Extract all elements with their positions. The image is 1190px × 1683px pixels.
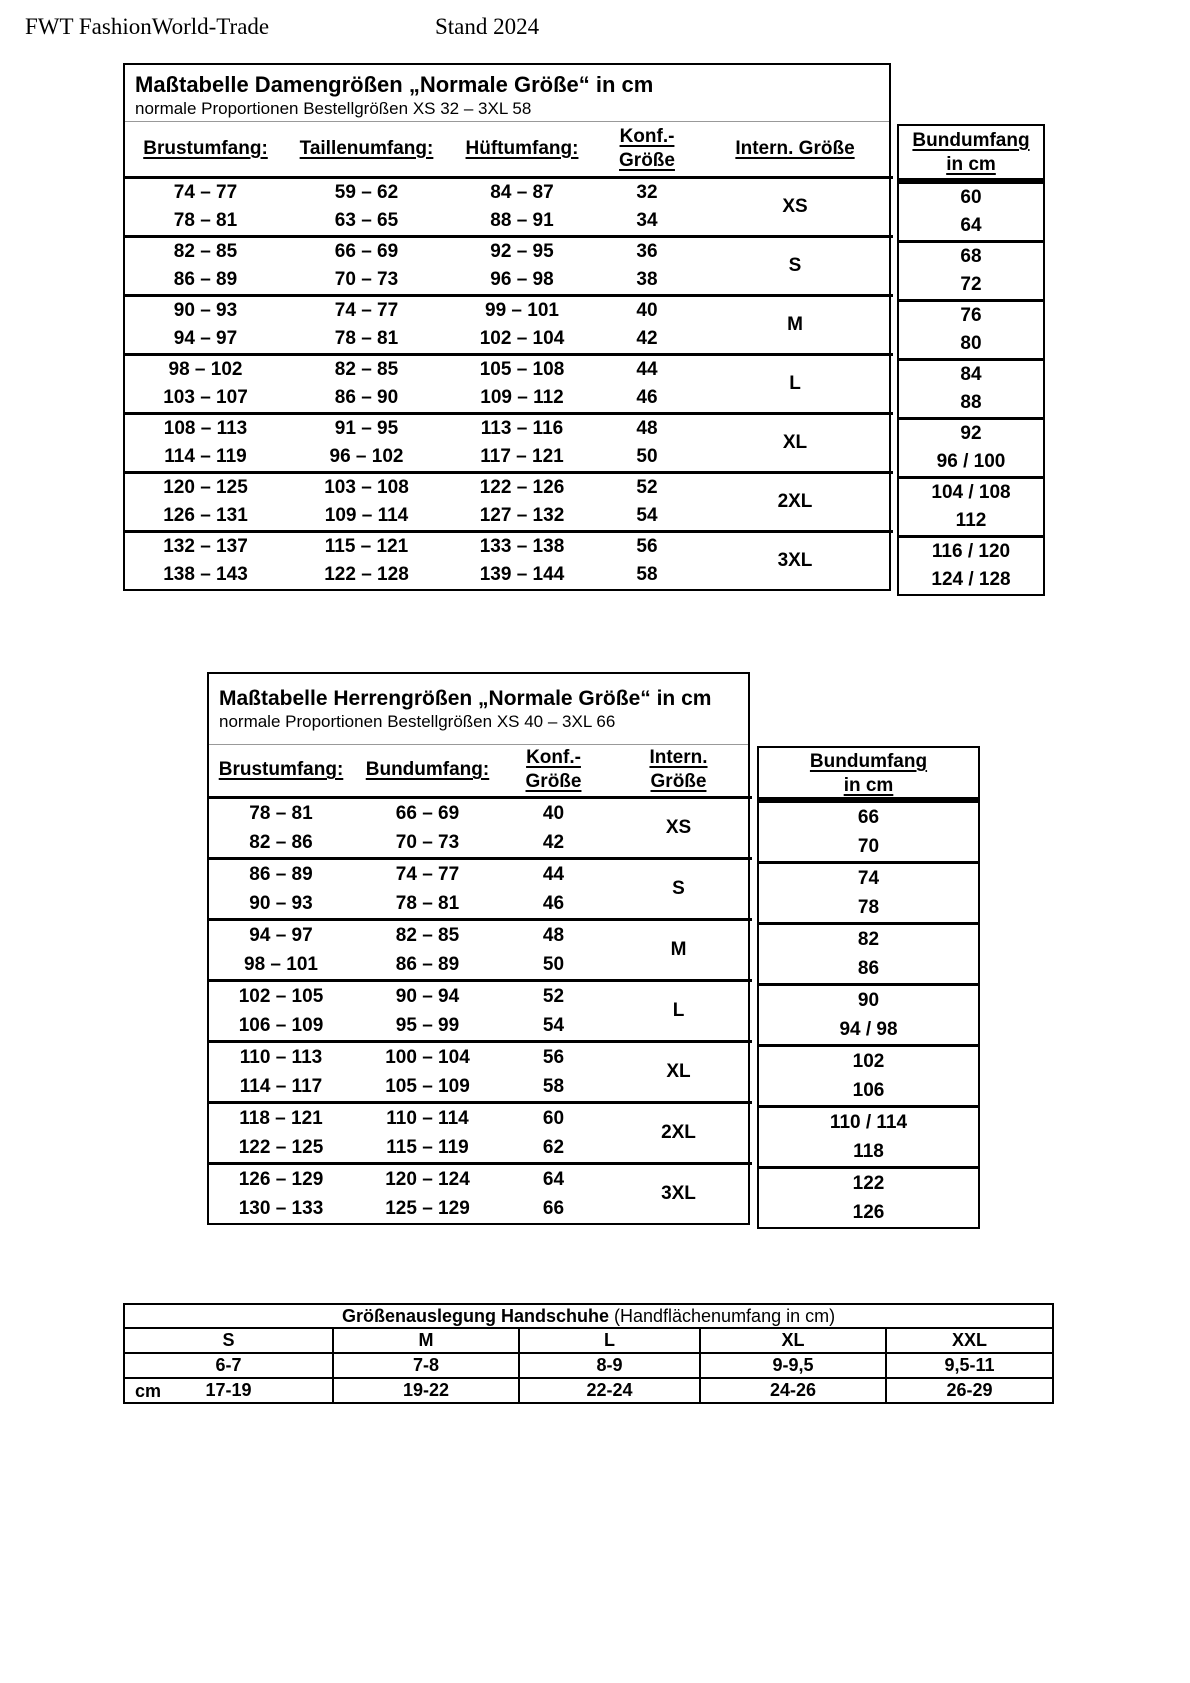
cell-hip: 117 – 121 <box>480 445 564 467</box>
cell-bust: 138 – 143 <box>163 563 248 585</box>
cell-hip: 113 – 116 <box>447 413 597 443</box>
cell-bundcm: 78 <box>857 897 880 918</box>
gloves-size-xl: XL <box>700 1328 886 1353</box>
women-header-waist: Taillenumfang: <box>286 122 447 177</box>
cell-konf: 44 <box>502 858 605 889</box>
women-table-title-section <box>125 65 889 122</box>
men-size-group-row-1 <box>209 858 752 889</box>
cell-bund-range: 66 – 69 <box>353 797 502 828</box>
cell-bundcm: 106 <box>852 1080 885 1101</box>
men-bund-table <box>759 800 978 1227</box>
cell-konf: 36 <box>597 236 697 266</box>
cell-waist: 122 – 128 <box>324 563 409 585</box>
women-bund-row-1 <box>899 301 1043 331</box>
cell-hip: 109 – 112 <box>480 386 564 408</box>
gloves-title-row <box>124 1304 1053 1328</box>
women-bund-row-2 <box>899 212 1043 242</box>
cell-bundcm: 82 <box>759 924 978 955</box>
cell-konf: 64 <box>502 1163 605 1194</box>
cell-hip: 105 – 108 <box>447 354 597 384</box>
cell-bust: 82 – 85 <box>125 236 286 266</box>
cell-konf: 38 <box>636 268 658 290</box>
men-size-table <box>207 672 750 1225</box>
cell-bust: 90 – 93 <box>125 295 286 325</box>
cell-waist: 63 – 65 <box>334 209 399 231</box>
cell-bund: 112 <box>955 510 987 531</box>
women-size-group-row-1 <box>125 177 893 207</box>
women-bund-row-2 <box>899 507 1043 537</box>
cell-bust: 130 – 133 <box>238 1197 324 1219</box>
cell-bust: 126 – 131 <box>163 504 248 526</box>
women-header-konf: Konf.- Größe <box>597 122 697 177</box>
cell-cm: 19-22 <box>333 1378 519 1403</box>
cm-unit-label: cm <box>135 1381 162 1401</box>
cell-konf: 40 <box>597 295 697 325</box>
women-header-row <box>125 122 893 177</box>
cell-waist: 103 – 108 <box>286 472 447 502</box>
cell-bust: 103 – 107 <box>163 386 248 408</box>
women-bund-row-1 <box>899 360 1043 390</box>
cell-konf: 40 <box>502 797 605 828</box>
women-size-group-row-1 <box>125 413 893 443</box>
women-size-group-row-1 <box>125 354 893 384</box>
men-bund-row-2 <box>759 1137 978 1168</box>
cell-konf: 60 <box>502 1102 605 1133</box>
cell-waist: 78 – 81 <box>334 327 399 349</box>
cell-bund: 104 / 108 <box>899 478 1043 508</box>
cell-bund: 92 <box>899 419 1043 449</box>
cell-bund-range: 70 – 73 <box>395 831 460 853</box>
gloves-size-header-row <box>124 1328 1053 1353</box>
cell-bund: 116 / 120 <box>899 537 1043 567</box>
men-bund-row-2 <box>759 832 978 863</box>
cell-intl-size: XL <box>605 1041 752 1102</box>
cell-konf: 44 <box>597 354 697 384</box>
cell-konf: 48 <box>502 919 605 950</box>
cell-konf: 46 <box>636 386 658 408</box>
cell-intl-size: L <box>697 354 893 413</box>
women-bund-row-1 <box>899 478 1043 508</box>
cell-waist: 59 – 62 <box>286 177 447 207</box>
men-header-row <box>209 745 752 797</box>
women-bund-row-2 <box>899 448 1043 478</box>
cell-intl-size: 3XL <box>605 1163 752 1223</box>
men-header-bund: Bundumfang: <box>353 745 502 797</box>
cell-intl-size: M <box>605 919 752 980</box>
women-bund-table <box>899 181 1043 594</box>
cell-waist: 115 – 121 <box>286 531 447 561</box>
cell-palm: 8-9 <box>519 1353 700 1378</box>
gloves-size-s: S <box>124 1328 333 1353</box>
women-measurement-table <box>125 122 893 589</box>
women-header-intl: Intern. Größe <box>697 122 893 177</box>
cell-bund-range: 78 – 81 <box>395 892 460 914</box>
cell-bust: 120 – 125 <box>125 472 286 502</box>
cell-intl-size: XL <box>697 413 893 472</box>
gloves-size-m: M <box>333 1328 519 1353</box>
cell-konf: 32 <box>597 177 697 207</box>
cell-intl-size: 3XL <box>697 531 893 589</box>
cell-palm: 6-7 <box>124 1353 333 1378</box>
cell-bundcm: 90 <box>759 985 978 1016</box>
cell-bund-range: 120 – 124 <box>353 1163 502 1194</box>
cell-bundcm: 66 <box>759 802 978 833</box>
women-bund-row-2 <box>899 271 1043 301</box>
cell-bundcm: 118 <box>853 1141 884 1162</box>
cell-waist: 86 – 90 <box>334 386 399 408</box>
men-bund-row-2 <box>759 1198 978 1227</box>
page-header-brand: FWT FashionWorld-Trade <box>25 14 270 39</box>
men-table-title: Maßtabelle Herrengrößen „Normale Größe“ in cm <box>219 687 712 710</box>
cell-konf: 58 <box>636 563 658 585</box>
men-measurement-table <box>209 745 752 1223</box>
women-header-bust: Brustumfang: <box>125 122 286 177</box>
cell-konf: 42 <box>542 831 565 853</box>
cell-bund-range: 86 – 89 <box>395 953 460 975</box>
cell-bund: 60 <box>899 183 1043 213</box>
cell-konf: 66 <box>542 1197 565 1219</box>
cell-bund-range: 95 – 99 <box>395 1014 460 1036</box>
women-size-group-row-1 <box>125 236 893 266</box>
women-table-title: Maßtabelle Damengrößen „Normale Größe“ in cm <box>135 72 654 97</box>
cell-bust: 98 – 101 <box>244 953 318 975</box>
cell-hip: 133 – 138 <box>447 531 597 561</box>
men-size-group-row-1 <box>209 1102 752 1133</box>
cell-konf: 52 <box>502 980 605 1011</box>
cell-konf: 50 <box>636 445 658 467</box>
women-bund-row-1 <box>899 183 1043 213</box>
gloves-cm-row <box>124 1378 1053 1403</box>
men-bund-row-2 <box>759 954 978 985</box>
cell-bust: 106 – 109 <box>238 1014 324 1036</box>
cell-cm-first: cm 17-19 <box>124 1378 333 1403</box>
men-header-bust: Brustumfang: <box>209 745 353 797</box>
men-header-intl: Intern. Größe <box>605 745 752 797</box>
cell-bust: 126 – 129 <box>209 1163 353 1194</box>
men-bund-row-1 <box>759 1168 978 1199</box>
cell-intl-size: 2XL <box>605 1102 752 1163</box>
cell-bust: 78 – 81 <box>209 797 353 828</box>
cell-bund-range: 125 – 129 <box>385 1197 470 1219</box>
cell-bundcm: 122 <box>759 1168 978 1199</box>
cell-bund: 72 <box>960 274 982 295</box>
cell-konf: 50 <box>542 953 565 975</box>
cell-bund: 76 <box>899 301 1043 331</box>
cell-hip: 139 – 144 <box>479 563 565 585</box>
men-table-title-section <box>209 674 748 745</box>
gloves-title: Größenauslegung Handschuhe (Handflächenumfang in cm) <box>124 1304 1053 1328</box>
cell-bust: 102 – 105 <box>209 980 353 1011</box>
men-bund-row-2 <box>759 1076 978 1107</box>
women-bund-row-1 <box>899 537 1043 567</box>
men-bund-row-1 <box>759 1107 978 1138</box>
cell-bundcm: 94 / 98 <box>839 1019 898 1040</box>
cell-bust: 86 – 89 <box>173 268 238 290</box>
cell-intl-size: S <box>697 236 893 295</box>
men-size-group-row-1 <box>209 1041 752 1072</box>
cell-bust: 114 – 119 <box>164 445 247 467</box>
cell-bust: 74 – 77 <box>125 177 286 207</box>
cell-palm: 7-8 <box>333 1353 519 1378</box>
cell-palm: 9-9,5 <box>700 1353 886 1378</box>
women-bund-row-1 <box>899 419 1043 449</box>
women-bund-header: Bundumfang in cm <box>899 126 1043 181</box>
cell-waist: 96 – 102 <box>329 445 404 467</box>
cell-hip: 84 – 87 <box>447 177 597 207</box>
cell-hip: 99 – 101 <box>447 295 597 325</box>
cell-hip: 88 – 91 <box>490 209 554 231</box>
cell-bust: 118 – 121 <box>209 1102 353 1133</box>
cell-intl-size: L <box>605 980 752 1041</box>
cell-bund-range: 100 – 104 <box>353 1041 502 1072</box>
cell-bust: 122 – 125 <box>238 1136 324 1158</box>
men-size-group-row-1 <box>209 919 752 950</box>
cell-konf: 62 <box>542 1136 565 1158</box>
cell-intl-size: S <box>605 858 752 919</box>
cell-hip: 127 – 132 <box>479 504 565 526</box>
cell-konf: 56 <box>597 531 697 561</box>
cell-hip: 122 – 126 <box>447 472 597 502</box>
gloves-size-l: L <box>519 1328 700 1353</box>
women-size-group-row-1 <box>125 531 893 561</box>
men-bund-row-1 <box>759 924 978 955</box>
cell-hip: 96 – 98 <box>490 268 554 290</box>
men-header-konf: Konf.- Größe <box>502 745 605 797</box>
cell-cm: 22-24 <box>519 1378 700 1403</box>
women-bund-row-2 <box>899 566 1043 594</box>
men-table-subtitle: normale Proportionen Bestellgrößen XS 40 – 3XL 66 <box>219 712 616 732</box>
cell-waist: 66 – 69 <box>286 236 447 266</box>
cell-waist: 109 – 114 <box>324 504 409 526</box>
cell-bundcm: 110 / 114 <box>759 1107 978 1138</box>
cell-cm: 26-29 <box>886 1378 1053 1403</box>
women-table-subtitle: normale Proportionen Bestellgrößen XS 32 – 3XL 58 <box>135 98 532 118</box>
cell-bund: 84 <box>899 360 1043 390</box>
cell-intl-size: XS <box>697 177 893 236</box>
gloves-table <box>123 1303 1052 1404</box>
women-size-group-row-1 <box>125 472 893 502</box>
cell-bundcm: 74 <box>759 863 978 894</box>
cell-bust: 114 – 117 <box>239 1075 323 1097</box>
cell-konf: 54 <box>542 1014 565 1036</box>
cell-bund-range: 90 – 94 <box>353 980 502 1011</box>
men-bund-header: Bundumfang in cm <box>759 748 978 800</box>
cell-konf: 34 <box>636 209 658 231</box>
cell-bundcm: 86 <box>857 958 880 979</box>
cell-bund-range: 115 – 119 <box>386 1136 469 1158</box>
cell-cm: 24-26 <box>700 1378 886 1403</box>
cell-bund: 68 <box>899 242 1043 272</box>
cell-konf: 42 <box>636 327 658 349</box>
women-size-group-row-1 <box>125 295 893 325</box>
cell-bund: 96 / 100 <box>936 451 1006 472</box>
cell-waist: 91 – 95 <box>286 413 447 443</box>
men-bund-box <box>757 746 980 1229</box>
cell-bund: 64 <box>960 215 982 236</box>
cell-bund-range: 74 – 77 <box>353 858 502 889</box>
cell-waist: 70 – 73 <box>334 268 399 290</box>
cell-bund-range: 110 – 114 <box>353 1102 502 1133</box>
cell-waist: 74 – 77 <box>286 295 447 325</box>
cell-hip: 102 – 104 <box>479 327 565 349</box>
cell-bust: 108 – 113 <box>125 413 286 443</box>
cell-bundcm: 70 <box>857 836 880 857</box>
cell-intl-size: 2XL <box>697 472 893 531</box>
cell-konf: 52 <box>597 472 697 502</box>
men-size-group-row-1 <box>209 1163 752 1194</box>
cell-konf: 56 <box>502 1041 605 1072</box>
men-bund-row-2 <box>759 1015 978 1046</box>
cell-bust: 86 – 89 <box>209 858 353 889</box>
cell-waist: 82 – 85 <box>286 354 447 384</box>
cell-bund: 88 <box>960 392 982 413</box>
cell-konf: 48 <box>597 413 697 443</box>
gloves-size-xxl: XXL <box>886 1328 1053 1353</box>
cell-bust: 94 – 97 <box>209 919 353 950</box>
women-bund-box <box>897 124 1045 596</box>
cell-bust: 94 – 97 <box>173 327 238 349</box>
men-bund-row-1 <box>759 802 978 833</box>
cell-bust: 90 – 93 <box>249 892 313 914</box>
gloves-palm-row <box>124 1353 1053 1378</box>
men-bund-row-1 <box>759 1046 978 1077</box>
cell-intl-size: M <box>697 295 893 354</box>
men-bund-row-1 <box>759 863 978 894</box>
cell-bust: 78 – 81 <box>173 209 238 231</box>
women-bund-row-2 <box>899 389 1043 419</box>
men-size-group-row-1 <box>209 797 752 828</box>
cell-bust: 132 – 137 <box>125 531 286 561</box>
cell-bund-range: 82 – 85 <box>353 919 502 950</box>
women-size-table <box>123 63 891 591</box>
cell-bund-range: 105 – 109 <box>385 1075 470 1097</box>
cell-bund: 124 / 128 <box>931 569 1011 590</box>
cell-bust: 82 – 86 <box>249 831 313 853</box>
cell-intl-size: XS <box>605 797 752 858</box>
men-bund-row-2 <box>759 893 978 924</box>
cell-bundcm: 102 <box>759 1046 978 1077</box>
cell-bund: 80 <box>960 333 982 354</box>
cell-palm: 9,5-11 <box>886 1353 1053 1378</box>
cell-konf: 46 <box>542 892 565 914</box>
men-bund-row-1 <box>759 985 978 1016</box>
page-header-stand: Stand 2024 <box>435 14 540 39</box>
cell-bundcm: 126 <box>852 1202 885 1223</box>
women-bund-row-1 <box>899 242 1043 272</box>
men-size-group-row-1 <box>209 980 752 1011</box>
women-header-hip: Hüftumfang: <box>447 122 597 177</box>
cell-konf: 54 <box>636 504 658 526</box>
cell-bust: 110 – 113 <box>209 1041 353 1072</box>
cell-bust: 98 – 102 <box>125 354 286 384</box>
cell-konf: 58 <box>542 1075 565 1097</box>
women-bund-row-2 <box>899 330 1043 360</box>
cell-hip: 92 – 95 <box>447 236 597 266</box>
